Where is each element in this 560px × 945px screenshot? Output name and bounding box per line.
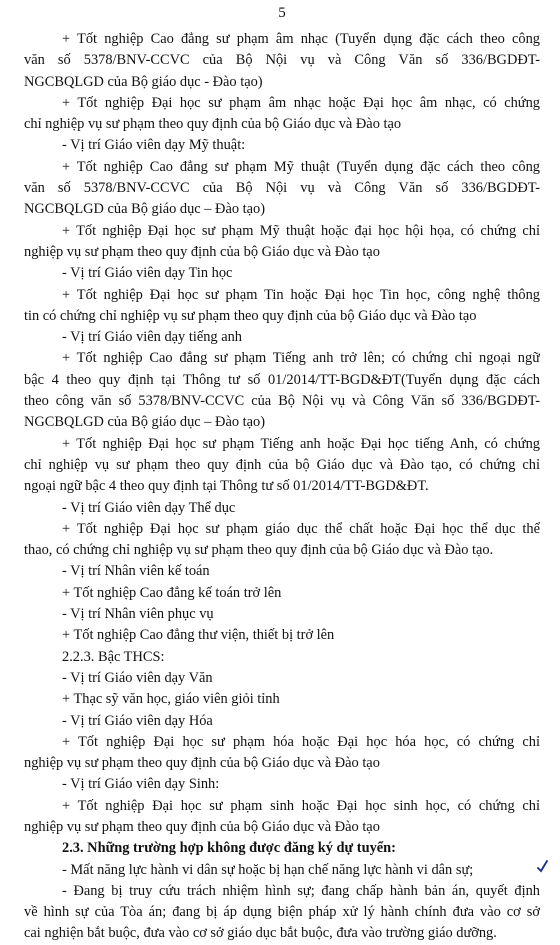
text-line: cai nghiện bắt buộc, đưa vào cơ sở giáo dục bắt buộc, đưa vào trường giáo dưỡng. [24,925,497,942]
text-line: NGCBQLGD của Bộ giáo dục – Đào tạo) [24,414,265,431]
text-line: - Vị trí Giáo viên dạy Hóa [62,712,213,729]
text-line: - Vị trí Giáo viên dạy Văn [62,669,213,686]
text-line: 2.2.3. Bậc THCS: [62,648,165,665]
text-line: - Vị trí Giáo viên dạy tiếng anh [62,329,242,346]
text-line: nghiệp vụ sư phạm theo quy định của bộ Giáo dục và Đào tạo [24,243,380,260]
text-line: + Tốt nghiệp Cao đẳng sư phạm Tiếng anh trở lên; có chứng chỉ ngoại ngữ [62,350,540,367]
text-line: NGCBQLGD của Bộ giáo dục - Đào tạo) [24,73,263,90]
text-line: + Tốt nghiệp Đại học sư phạm Mỹ thuật hoặc đại học hội họa, có chứng chỉ [62,222,540,239]
text-line: - Vị trí Giáo viên dạy Sinh: [62,776,220,793]
text-line: văn số 5378/BNV-CCVC của Bộ Nội vụ và Công Văn số 336/BGDĐT- [24,52,540,69]
text-line: - Vị trí Giáo viên dạy Mỹ thuật: [62,137,246,154]
section-heading: 2.3. Những trường hợp không được đăng ký dự tuyển: [62,840,396,857]
text-line: bậc 4 theo quy định tại Thông tư số 01/2014/TT-BGD&ĐT(Tuyển dụng đặc cách [24,371,540,388]
text-line: NGCBQLGD của Bộ giáo dục – Đào tạo) [24,201,265,218]
text-line: + Tốt nghiệp Đại học sư phạm sinh hoặc Đại học sinh học, có chứng chỉ [62,797,540,814]
text-line: + Tốt nghiệp Đại học sư phạm hóa hoặc Đại học hóa học, có chứng chỉ [62,733,540,750]
text-line: - Vị trí Nhân viên kế toán [62,563,210,580]
text-line: nghiệp vụ sư phạm theo quy định của bộ Giáo dục và Đào tạo [24,755,380,772]
page-number: 5 [278,5,286,21]
text-line: - Đang bị truy cứu trách nhiệm hình sự; đang chấp hành bản án, quyết định [62,882,540,899]
text-line: + Tốt nghiệp Đại học sư phạm Tin hoặc Đại học Tin học, công nghệ thông [62,286,540,303]
text-line: - Vị trí Giáo viên dạy Thể dục [62,499,236,516]
text-line: tin có chứng chỉ nghiệp vụ sư phạm theo quy định của bộ Giáo dục và Đào tạo [24,307,477,324]
text-line: + Thạc sỹ văn học, giáo viên giỏi tỉnh [62,691,280,708]
text-line: chỉ nghiệp vụ sư phạm theo quy định của bộ Giáo dục và Đào tạo, có chứng chỉ [24,456,540,473]
text-line: ngoại ngữ bậc 4 theo quy định tại Thông tư số 01/2014/TT-BGD&ĐT. [24,478,429,495]
document-body [24,29,540,945]
text-line: - Vị trí Giáo viên dạy Tin học [62,265,233,282]
text-line: - Mất năng lực hành vi dân sự hoặc bị hạn chế năng lực hành vi dân sự; [62,861,474,878]
text-line: + Tốt nghiệp Đại học sư phạm âm nhạc hoặc Đại học âm nhạc, có chứng [62,94,540,111]
text-line: về hình sự của Tòa án; đang bị áp dụng biện pháp xử lý hành chính đưa vào cơ sở [24,904,540,921]
pen-mark-icon [536,859,548,873]
text-line: - Vị trí Nhân viên phục vụ [62,606,214,623]
text-line: + Tốt nghiệp Cao đẳng kế toán trở lên [62,584,282,601]
text-line: + Tốt nghiệp Cao đẳng sư phạm Mỹ thuật (Tuyển dụng đặc cách theo công [62,158,540,175]
text-line: + Tốt nghiệp Cao đẳng sư phạm âm nhạc (Tuyển dụng đặc cách theo công [62,31,540,47]
text-line: theo công văn số 5378/BNV-CCVC của Bộ Nội vụ và Công Văn số 336/BGDĐT- [24,393,540,410]
text-line: thao, có chứng chỉ nghiệp vụ sư phạm theo quy định của bộ Giáo dục và Đào tạo. [24,542,494,559]
text-line: nghiệp vụ sư phạm theo quy định của bộ Giáo dục và Đào tạo [24,818,380,835]
text-line: văn số 5378/BNV-CCVC của Bộ Nội vụ và Công Văn số 336/BGDĐT- [24,180,540,197]
text-line: + Tốt nghiệp Đại học sư phạm Tiếng anh hoặc Đại học tiếng Anh, có chứng [62,435,540,452]
text-line: + Tốt nghiệp Cao đẳng thư viện, thiết bị trở lên [62,627,335,644]
text-line: chỉ nghiệp vụ sư phạm theo quy định của bộ Giáo dục và Đào tạo [24,116,402,133]
text-line: + Tốt nghiệp Đại học sư phạm giáo dục thể chất hoặc Đại học thể dục thể [62,520,540,537]
